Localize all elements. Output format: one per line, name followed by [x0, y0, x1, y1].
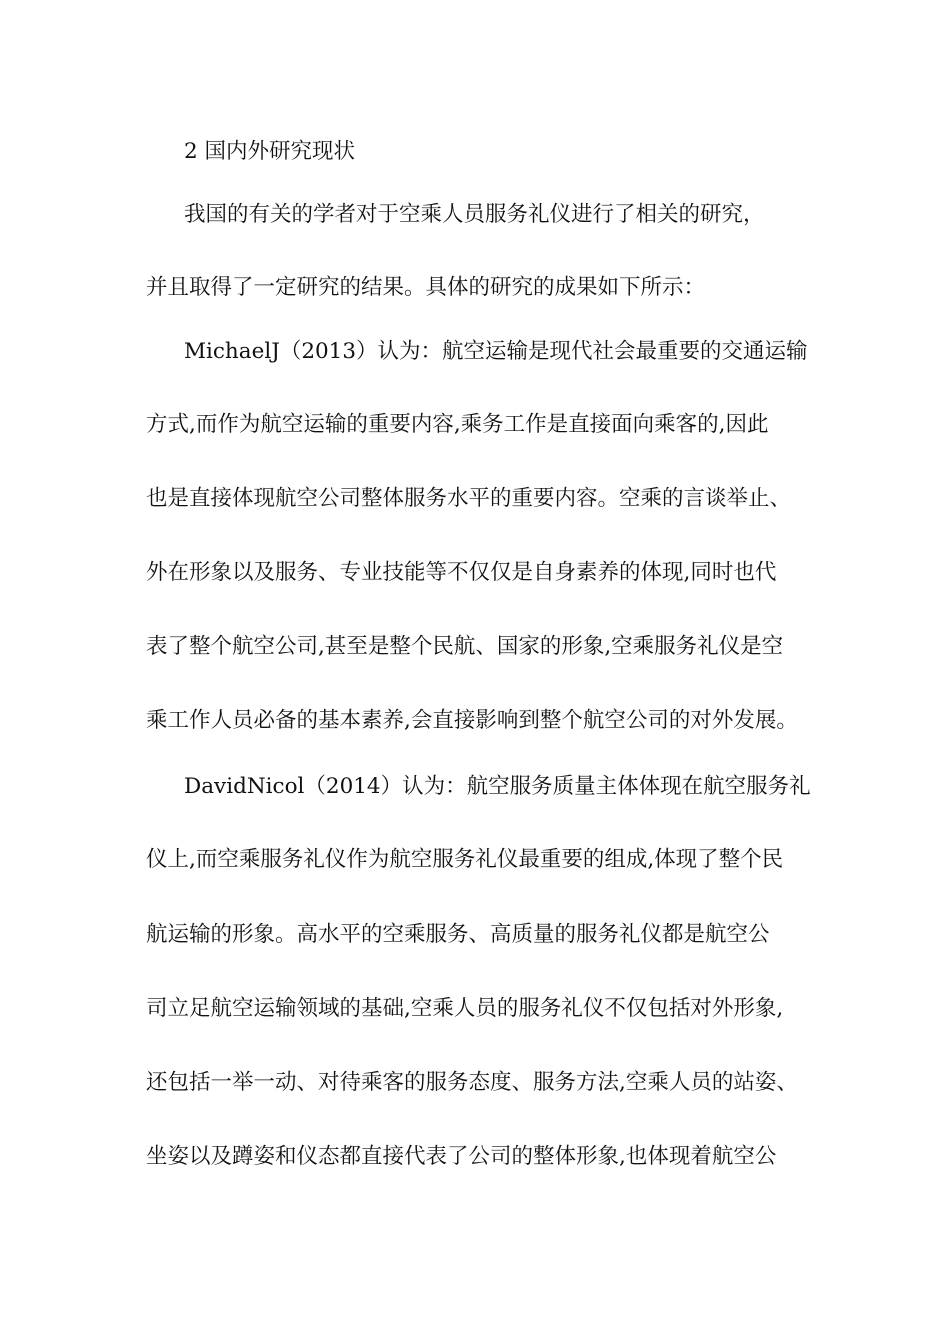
paragraph-3-line-6: 坐姿以及蹲姿和仪态都直接代表了公司的整体形象,也体现着航空公: [146, 1144, 777, 1169]
paragraph-2-line-3: 也是直接体现航空公司整体服务水平的重要内容。空乘的言谈举止、: [146, 486, 792, 511]
paragraph-2-line-4: 外在形象以及服务、专业技能等不仅仅是自身素养的体现,同时也代: [146, 560, 777, 585]
paragraph-2-line-1: MichaelJ（2013）认为：航空运输是现代社会最重要的交通运输: [184, 339, 808, 364]
paragraph-3-line-4: 司立足航空运输领域的基础,空乘人员的服务礼仪不仅包括对外形象,: [146, 996, 784, 1021]
paragraph-3-line-5: 还包括一举一动、对待乘客的服务态度、服务方法,空乘人员的站姿、: [146, 1070, 798, 1095]
paragraph-3-line-1: DavidNicol（2014）认为：航空服务质量主体体现在航空服务礼: [184, 774, 811, 799]
paragraph-3-line-2: 仪上,而空乘服务礼仪作为航空服务礼仪最重要的组成,体现了整个民: [146, 847, 784, 872]
paragraph-2-line-5: 表了整个航空公司,甚至是整个民航、国家的形象,空乘服务礼仪是空: [146, 634, 784, 659]
paragraph-1-line-2: 并且取得了一定研究的结果。具体的研究的成果如下所示：: [146, 275, 706, 300]
paragraph-1-line-1: 我国的有关的学者对于空乘人员服务礼仪进行了相关的研究，: [184, 202, 765, 227]
section-heading: 2 国内外研究现状: [184, 139, 356, 164]
paragraph-2-line-6: 乘工作人员必备的基本素养,会直接影响到整个航空公司的对外发展。: [146, 708, 798, 733]
paragraph-3-line-3: 航运输的形象。高水平的空乘服务、高质量的服务礼仪都是航空公: [146, 922, 770, 947]
paragraph-2-line-2: 方式,而作为航空运输的重要内容,乘务工作是直接面向乘客的,因此: [146, 412, 769, 437]
